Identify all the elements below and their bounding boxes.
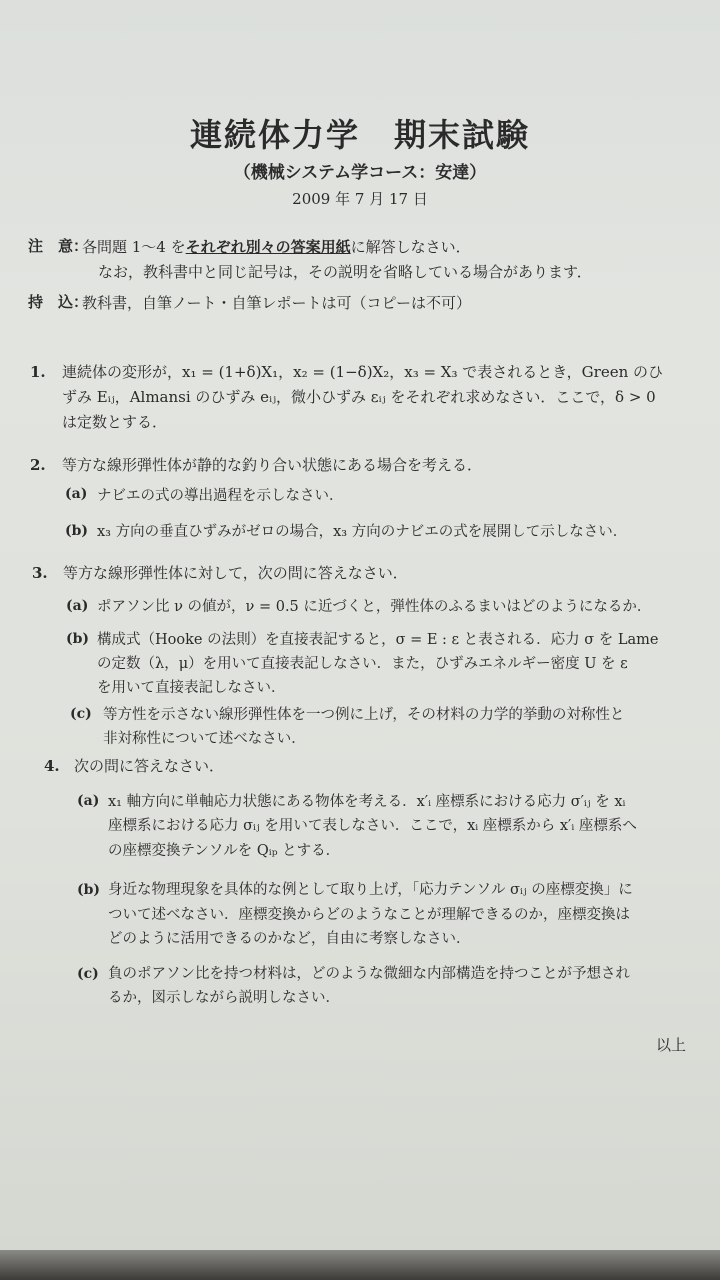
notes-label: 注 意： [28,237,89,255]
notes-line-2: なお，教科書中と同じ記号は，その説明を省略している場合があります． [98,263,592,281]
exam-title: 連続体力学 期末試験 [189,116,530,154]
question-2b-line-1: x₃ 方向の垂直ひずみがゼロの場合，x₃ 方向のナビエの式を展開して示しなさい． [97,524,628,540]
question-4a-label: (a) [77,793,100,809]
question-4a-line-2: 座標系における応力 σᵢⱼ を用いて表しなさい．ここで，xᵢ 座標系から x′ᵢ 座標系へ [108,818,637,834]
mochikomi-label: 持 込： [28,293,89,311]
exam-date: 2009 年 7 月 17 日 [292,190,428,208]
question-1-line-3: は定数とする． [62,413,168,431]
question-2-line-1: 等方な線形弾性体が静的な釣り合い状態にある場合を考える． [62,456,483,474]
notes-text-underlined: それぞれ別々の答案用紙 [185,238,351,256]
notes-line-1 [82,236,471,257]
question-3-line-1: 等方な線形弾性体に対して，次の問に答えなさい． [63,564,408,582]
question-4b-line-1: 身近な物理現象を具体的な例として取り上げ，「応力テンソル σᵢⱼ の座標変換」に [108,882,633,898]
question-4b-line-3: どのように活用できるのかなど，自由に考察しなさい． [108,931,471,947]
question-2a-label: (a) [65,486,88,502]
question-4a-line-1: x₁ 軸方向に単軸応力状態にある物体を考える．x′ᵢ 座標系における応力 σ′ᵢⱼ を xᵢ [108,794,626,810]
mochikomi-text: 教科書，自筆ノート・自筆レポートは可（コピーは不可） [82,294,471,312]
question-4-number: 4. [44,757,60,775]
question-3c-line-2: 非対称性について述べなさい． [103,731,306,747]
question-3b-label: (b) [66,631,90,647]
question-1-number: 1. [30,363,46,381]
question-3c-line-1: 等方性を示さない線形弾性体を一つ例に上げ，その材料の力学的挙動の対称性と [103,707,625,723]
question-1-line-1: 連続体の変形が，x₁ = (1+δ)X₁，x₂ = (1−δ)X₂，x₃ = X₃ で表されるとき，Green のひ [62,363,664,381]
question-4c-line-1: 負のポアソン比を持つ材料は，どのような微細な内部構造を持つことが予想され [108,966,630,982]
question-3b-line-1: 構成式（Hooke の法則）を直接表記すると，σ = E : ε と表される．応力 σ を Lame [97,632,659,648]
question-3c-label: (c) [70,706,92,722]
desk-surface [0,1250,720,1280]
question-3b-line-3: を用いて直接表記しなさい． [97,680,286,696]
question-4-line-1: 次の問に答えなさい． [74,757,225,775]
question-4c-label: (c) [77,966,99,982]
notes-text-before: 各問題 1〜4 を [82,238,186,256]
question-3a-line-1: ポアソン比 ν の値が，ν = 0.5 に近づくと，弾性体のふるまいはどのようになるか． [97,599,652,615]
exam-subtitle: （機械システム学コース：安達） [233,163,487,183]
question-4b-line-2: ついて述べなさい．座標変換からどのようなことが理解できるのか，座標変換は [108,907,630,923]
question-4c-line-2: るか，図示しながら説明しなさい． [108,990,340,1006]
question-4b-label: (b) [77,882,101,898]
closing-mark: 以上 [655,1036,686,1054]
question-4a-line-3: の座標変換テンソルを Qᵢₚ とする． [108,843,341,859]
notes-text-after: に解答しなさい． [350,238,471,256]
question-2-number: 2. [30,456,46,474]
question-2a-line-1: ナビエの式の導出過程を示しなさい． [97,488,344,504]
question-3-number: 3. [32,564,48,582]
question-1-line-2: ずみ Eᵢⱼ，Almansi のひずみ eᵢⱼ，微小ひずみ εᵢⱼ をそれぞれ求めなさい．ここで，δ > 0 [62,388,656,406]
question-2b-label: (b) [65,523,89,539]
question-3b-line-2: の定数（λ，μ）を用いて直接表記しなさい．また，ひずみエネルギー密度 U を ε [97,656,628,672]
question-3a-label: (a) [66,598,89,614]
